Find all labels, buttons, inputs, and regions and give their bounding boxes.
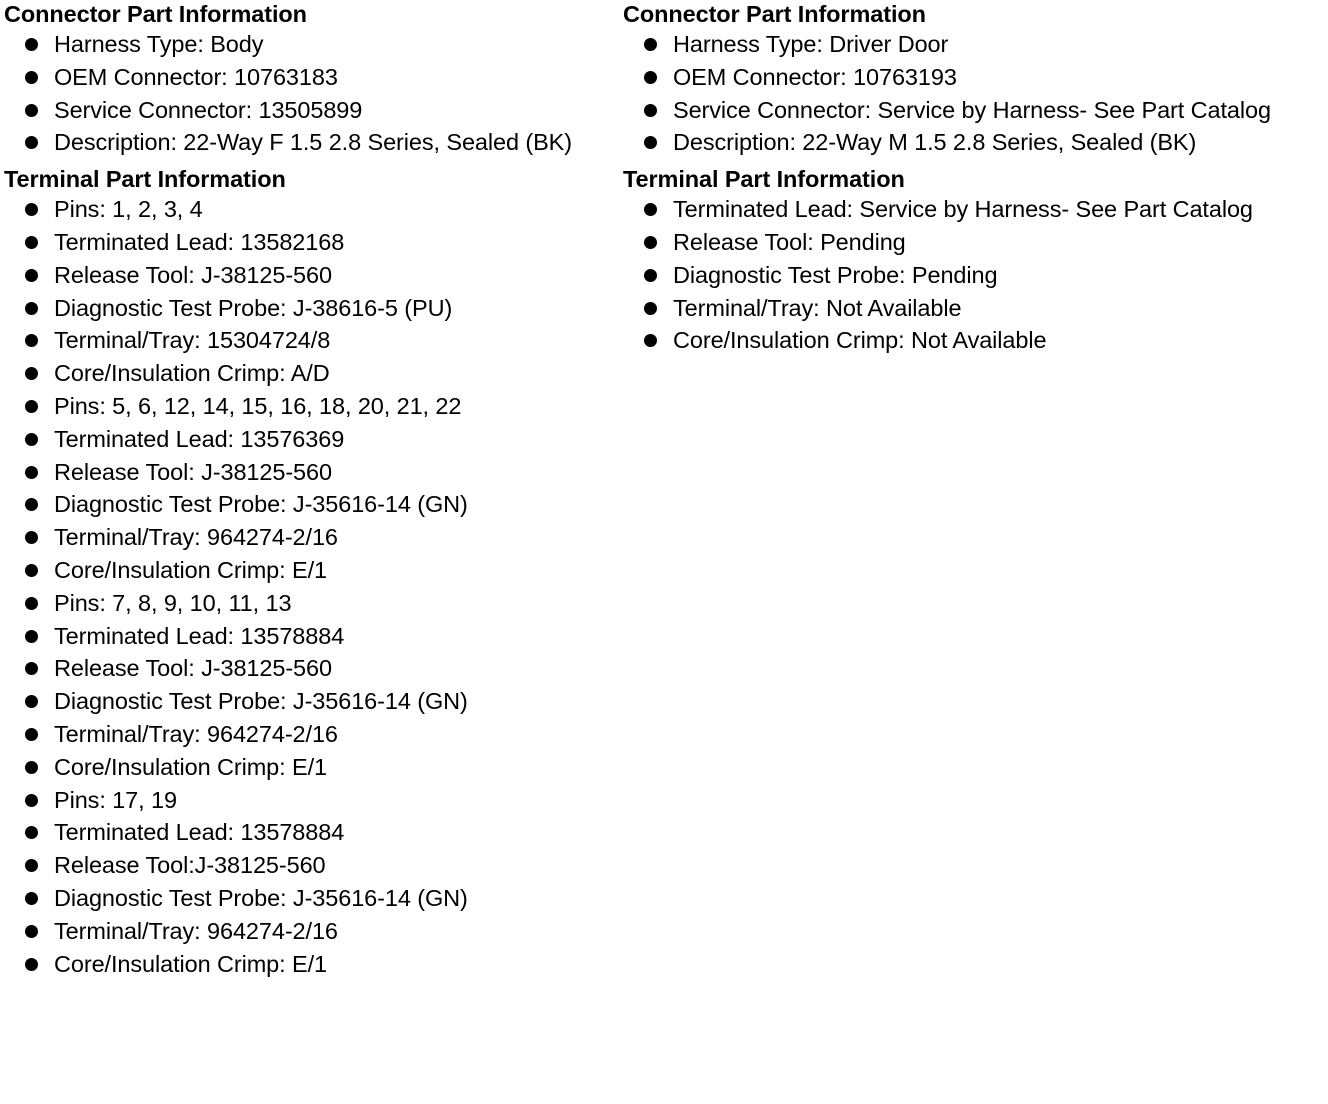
bullet-icon [25,334,38,347]
connector-driver-door-column [623,0,1323,357]
bullet-icon [644,38,657,51]
connector-part-list [4,28,616,159]
list-item: Core/Insulation Crimp: E/1 [4,554,616,587]
list-item: Terminal/Tray: 964274-2/16 [4,718,616,751]
bullet-icon [644,136,657,149]
list-item: Pins: 17, 19 [4,784,616,817]
bullet-icon [25,104,38,117]
list-item: Description: 22-Way F 1.5 2.8 Series, Sealed (BK) [4,126,616,159]
list-item: Core/Insulation Crimp: E/1 [4,948,616,981]
bullet-icon [25,794,38,807]
list-item: Release Tool: J-38125-560 [4,259,616,292]
connector-part-heading: Connector Part Information [623,1,926,27]
list-item: Terminated Lead: 13576369 [4,423,616,456]
bullet-icon [25,761,38,774]
list-item: Terminal/Tray: Not Available [623,292,1323,325]
bullet-icon [644,203,657,216]
list-item: Diagnostic Test Probe: J-38616-5 (PU) [4,292,616,325]
connector-part-list [623,28,1323,159]
bullet-icon [25,466,38,479]
list-item: OEM Connector: 10763183 [4,61,616,94]
terminal-group-2 [4,390,616,587]
bullet-icon [25,662,38,675]
list-item: Pins: 7, 8, 9, 10, 11, 13 [4,587,616,620]
bullet-icon [25,630,38,643]
bullet-icon [25,958,38,971]
bullet-icon [25,728,38,741]
list-item: Description: 22-Way M 1.5 2.8 Series, Sealed (BK) [623,126,1323,159]
terminal-group-1 [623,193,1323,357]
bullet-icon [25,367,38,380]
list-item: OEM Connector: 10763193 [623,61,1323,94]
list-item: Terminated Lead: 13582168 [4,226,616,259]
list-item: Service Connector: Service by Harness- See Part Catalog [623,94,1323,127]
list-item: Terminal/Tray: 15304724/8 [4,324,616,357]
bullet-icon [25,400,38,413]
bullet-icon [25,433,38,446]
connector-part-heading: Connector Part Information [4,1,307,27]
bullet-icon [25,498,38,511]
bullet-icon [25,203,38,216]
bullet-icon [25,38,38,51]
list-item: Release Tool: Pending [623,226,1323,259]
bullet-icon [25,597,38,610]
terminal-group-1 [4,193,616,390]
connector-body-column [4,0,616,980]
bullet-icon [25,925,38,938]
bullet-icon [644,236,657,249]
list-item: Pins: 5, 6, 12, 14, 15, 16, 18, 20, 21, 22 [4,390,616,423]
bullet-icon [644,302,657,315]
list-item: Diagnostic Test Probe: J-35616-14 (GN) [4,685,616,718]
list-item: Harness Type: Driver Door [623,28,1323,61]
list-item: Terminated Lead: 13578884 [4,816,616,849]
terminal-group-4 [4,784,616,981]
terminal-part-heading: Terminal Part Information [623,166,905,193]
bullet-icon [25,531,38,544]
list-item: Core/Insulation Crimp: A/D [4,357,616,390]
list-item: Core/Insulation Crimp: E/1 [4,751,616,784]
list-item: Terminated Lead: 13578884 [4,620,616,653]
bullet-icon [25,892,38,905]
bullet-icon [25,236,38,249]
bullet-icon [25,302,38,315]
terminal-group-3 [4,587,616,784]
bullet-icon [25,564,38,577]
list-item: Pins: 1, 2, 3, 4 [4,193,616,226]
list-item: Diagnostic Test Probe: Pending [623,259,1323,292]
bullet-icon [25,269,38,282]
list-item: Terminal/Tray: 964274-2/16 [4,521,616,554]
bullet-icon [644,104,657,117]
bullet-icon [644,269,657,282]
list-item: Terminated Lead: Service by Harness- See Part Catalog [623,193,1323,226]
bullet-icon [25,71,38,84]
list-item: Release Tool: J-38125-560 [4,652,616,685]
list-item: Core/Insulation Crimp: Not Available [623,324,1323,357]
bullet-icon [644,71,657,84]
list-item: Release Tool:J-38125-560 [4,849,616,882]
bullet-icon [25,826,38,839]
list-item: Diagnostic Test Probe: J-35616-14 (GN) [4,882,616,915]
list-item: Diagnostic Test Probe: J-35616-14 (GN) [4,488,616,521]
list-item: Harness Type: Body [4,28,616,61]
bullet-icon [25,136,38,149]
list-item: Service Connector: 13505899 [4,94,616,127]
bullet-icon [25,695,38,708]
list-item: Terminal/Tray: 964274-2/16 [4,915,616,948]
terminal-part-heading: Terminal Part Information [4,166,286,193]
bullet-icon [644,334,657,347]
bullet-icon [25,859,38,872]
list-item: Release Tool: J-38125-560 [4,456,616,489]
